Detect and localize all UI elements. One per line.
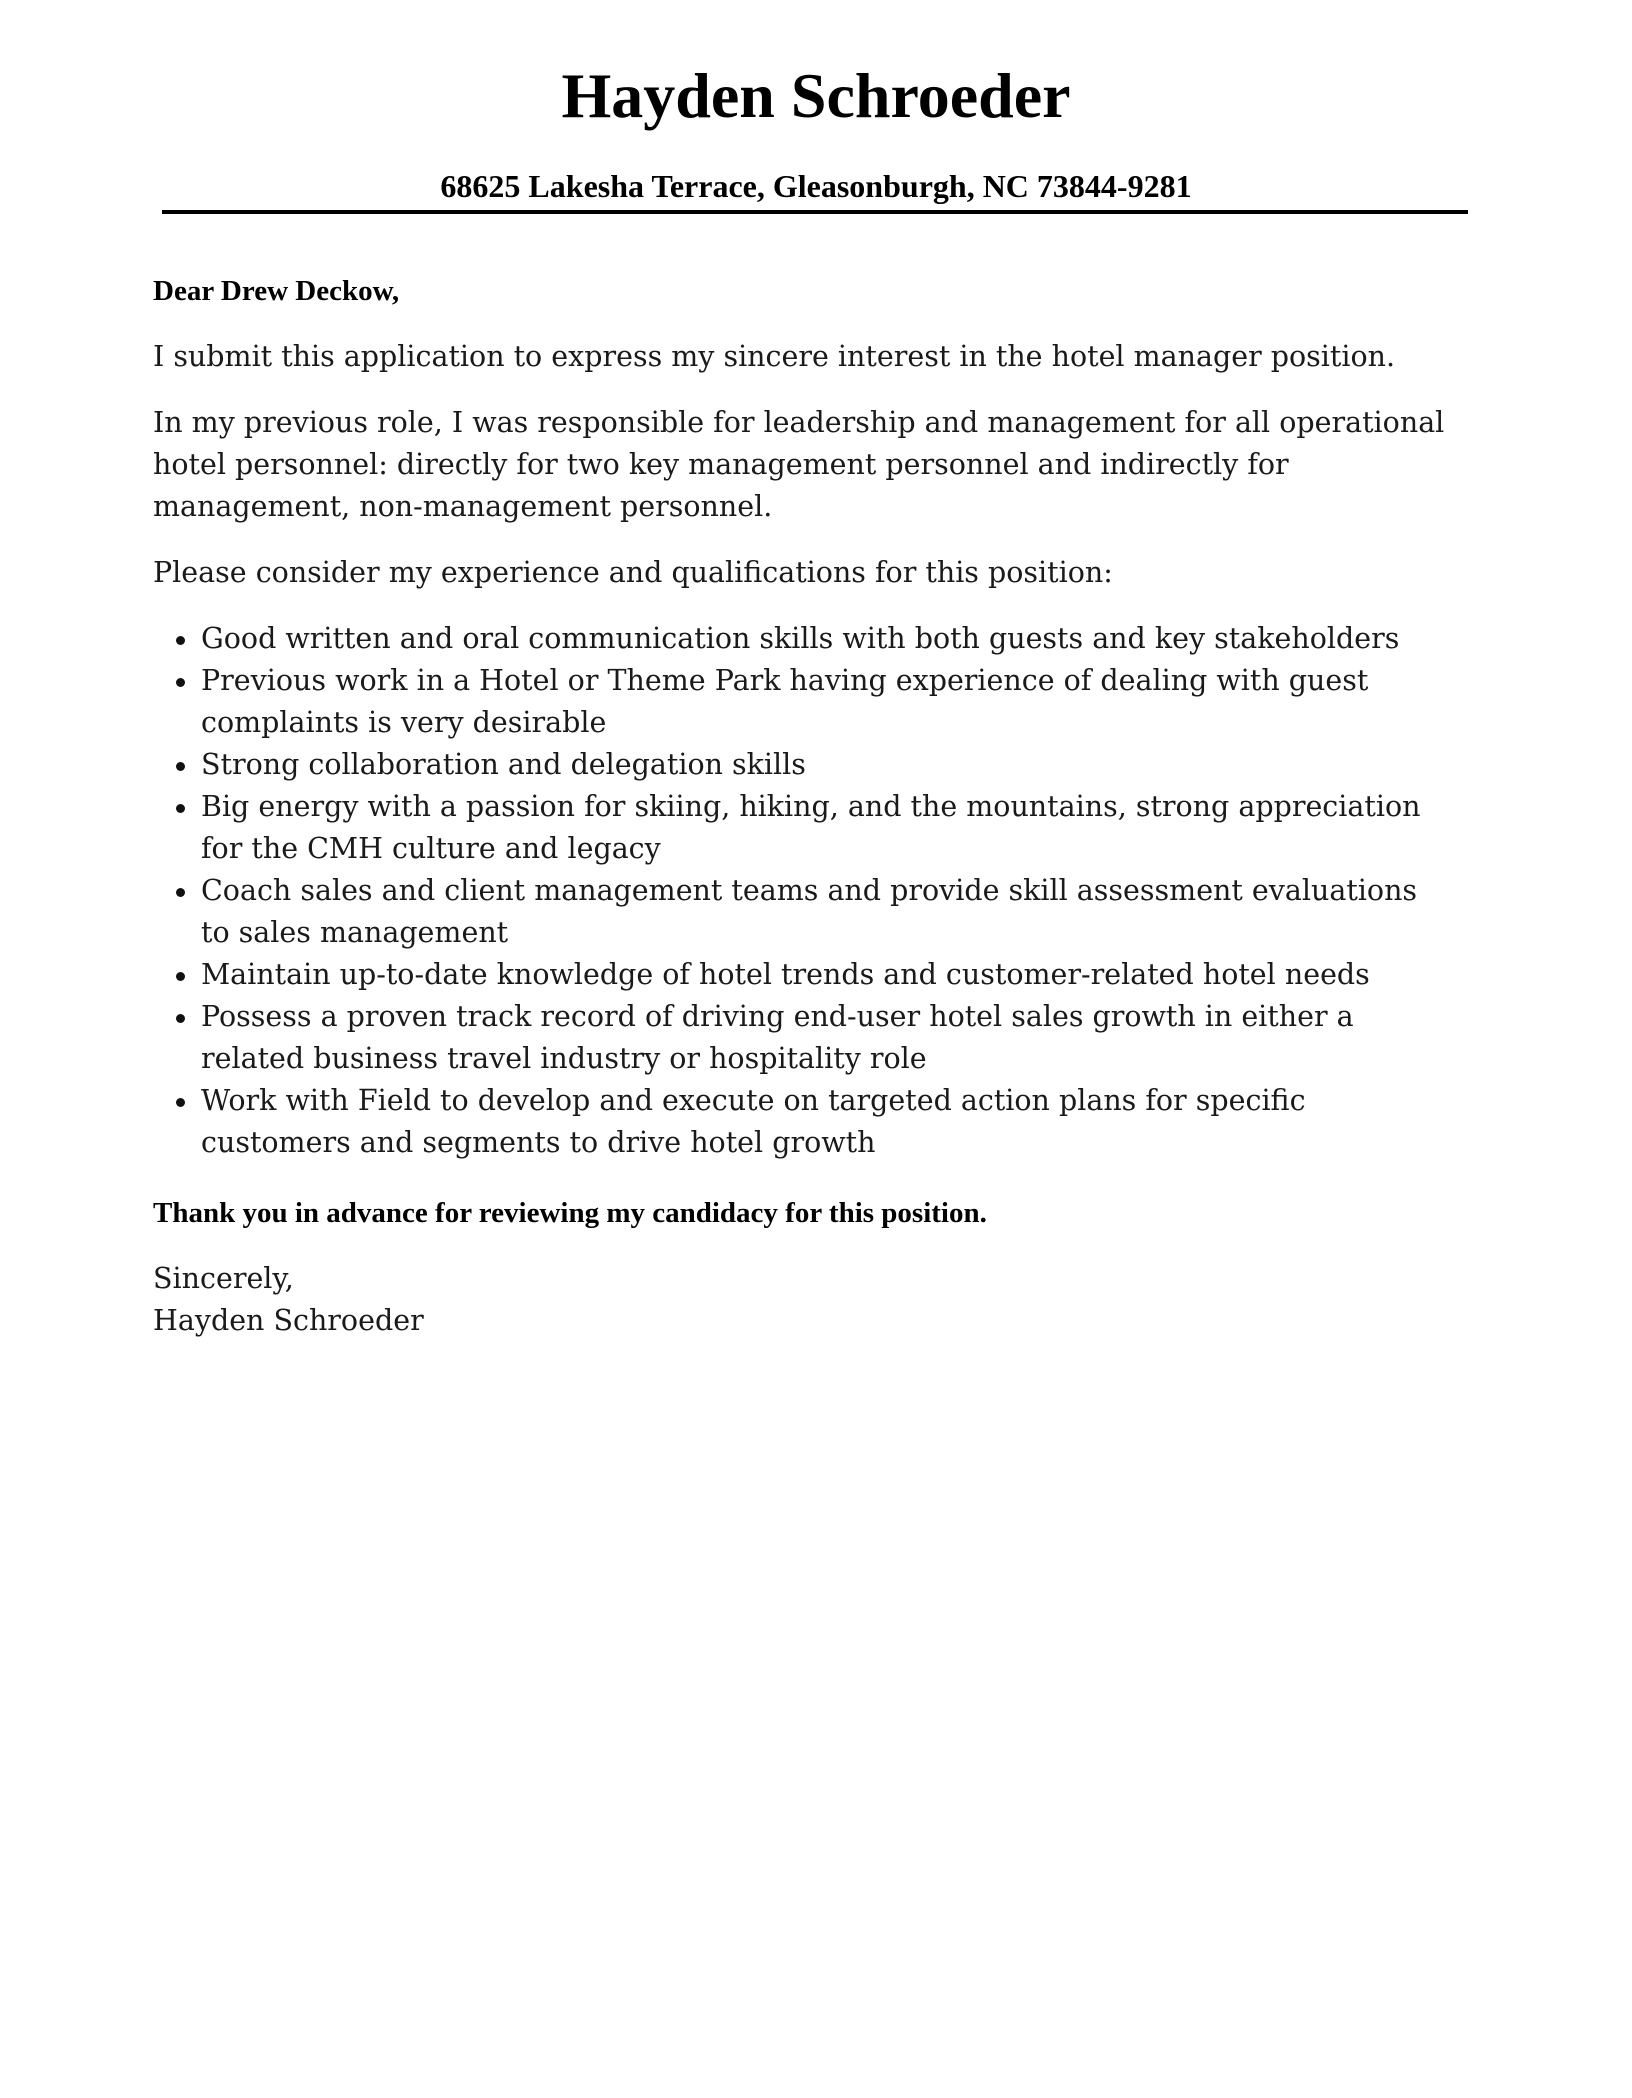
- list-item-text: Maintain up-to-date knowledge of hotel trends and customer-related hotel needs: [201, 958, 1370, 991]
- letter-body: [153, 270, 1453, 1342]
- list-item: [201, 954, 1453, 996]
- list-item: [201, 996, 1453, 1080]
- qualifications-list: [153, 618, 1453, 1164]
- list-item: [201, 660, 1453, 744]
- applicant-name: Hayden Schroeder: [561, 60, 1071, 131]
- bullet-icon: [176, 888, 185, 897]
- list-item-text: Possess a proven track record of driving end-user hotel sales growth in either a related business travel industry or hospitality role: [201, 1000, 1354, 1075]
- list-item: [201, 786, 1453, 870]
- list-item: [201, 618, 1453, 660]
- thank-you-line: Thank you in advance for reviewing my candidacy for this position.: [153, 1197, 987, 1229]
- list-item-text: Work with Field to develop and execute on targeted action plans for specific customers and segments to drive hotel growth: [201, 1084, 1306, 1159]
- signature-name: Hayden Schroeder: [153, 1304, 424, 1337]
- qualifications-lead-in: Please consider my experience and qualifications for this position:: [153, 556, 1113, 589]
- list-item: [201, 744, 1453, 786]
- bullet-icon: [176, 678, 185, 687]
- bullet-icon: [176, 762, 185, 771]
- list-item: [201, 870, 1453, 954]
- bullet-icon: [176, 804, 185, 813]
- header-divider: [162, 210, 1468, 214]
- list-item-text: Big energy with a passion for skiing, hiking, and the mountains, strong appreciation for the CMH culture and legacy: [201, 790, 1421, 865]
- list-item-text: Good written and oral communication skills with both guests and key stakeholders: [201, 622, 1400, 655]
- intro-paragraph: I submit this application to express my sincere interest in the hotel manager position.: [153, 340, 1396, 373]
- bullet-icon: [176, 972, 185, 981]
- list-item-text: Strong collaboration and delegation skills: [201, 748, 806, 781]
- experience-paragraph: In my previous role, I was responsible for leadership and management for all operational hotel personnel: directly for two key management personnel and indirectly for management, non-management personnel.: [153, 406, 1445, 523]
- closing: Sincerely,: [153, 1262, 294, 1295]
- list-item: [201, 1080, 1453, 1164]
- bullet-icon: [176, 1014, 185, 1023]
- list-item-text: Previous work in a Hotel or Theme Park having experience of dealing with guest complaints is very desirable: [201, 664, 1369, 739]
- list-item-text: Coach sales and client management teams and provide skill assessment evaluations to sales management: [201, 874, 1418, 949]
- bullet-icon: [176, 636, 185, 645]
- greeting: Dear Drew Deckow,: [153, 275, 400, 307]
- applicant-address: 68625 Lakesha Terrace, Gleasonburgh, NC 73844-9281: [440, 168, 1192, 204]
- bullet-icon: [176, 1098, 185, 1107]
